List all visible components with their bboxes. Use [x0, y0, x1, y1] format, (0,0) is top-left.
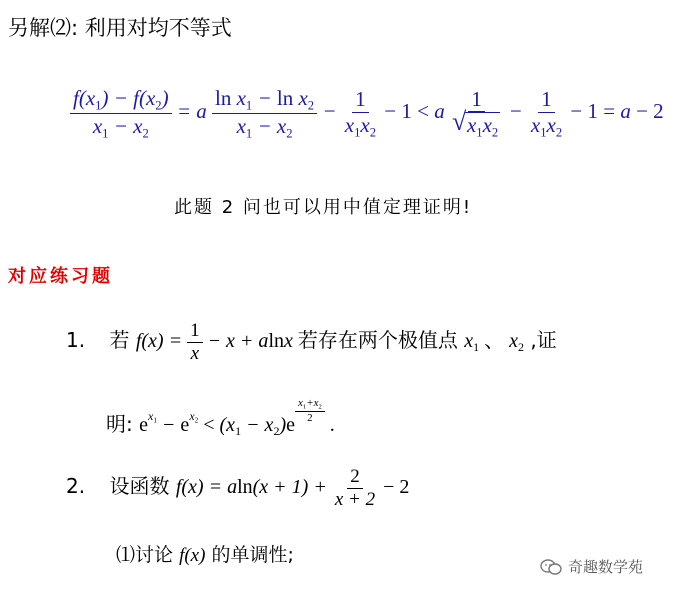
watermark-text: 奇趣数学苑 [568, 558, 644, 576]
problem-1-line2-lead: 明: [106, 412, 133, 436]
problem-2-number: 2. [66, 473, 86, 498]
heading: 另解⑵: 利用对均不等式 [8, 16, 232, 40]
problem-1-number: 1. [66, 327, 86, 352]
formula-term-1: $\frac{f(x_1) - f(x_2)}{x_1 - x_2}$ [70, 86, 172, 141]
problem-1-tail: ,证 [530, 327, 557, 352]
section-title: 对应练习题 [8, 266, 113, 287]
formula-term-4: 1 √ $x_1x_2$ [450, 87, 503, 140]
statement-text: 此题 2 问也可以用中值定理证明! [174, 197, 473, 218]
watermark [540, 556, 643, 577]
formula-term-3: $\frac{1}{x_1x_2}$ [344, 87, 377, 139]
problem-1-lead: 若 [109, 327, 130, 352]
problem-2-sub1-lead: ⑴讨论 [116, 544, 174, 566]
wechat-icon [540, 558, 562, 576]
problem-2-sub1-function: f(x) [179, 545, 206, 566]
problem-1-points: $x_1$ 、 $x_2$ [464, 327, 525, 355]
problem-2 [66, 466, 409, 511]
problem-2-function: f(x) = aln(x + 1) + $\frac{2}{x + 2}$ − 2 [175, 466, 410, 510]
formula-line: $\frac{f(x_1) - f(x_2)}{x_1 - x_2}$ = a $\frac{\ln x_1 - \ln x_2}{x_1 - x_2}$ − $\frac{1}{x_1x_2}$ − 1 < a 1 √ $x_1x_2$ − $\frac{1}{x_1x_2}$ − 1 = a − 2 [70, 86, 664, 141]
problem-1 [66, 320, 557, 365]
formula-term-5: $\frac{1}{x_1x_2}$ [530, 87, 563, 139]
problem-1-line2 [106, 397, 335, 439]
problem-1-function: f(x) = $\frac{1}{x}$ − x + alnx [135, 320, 298, 364]
problem-2-sub1 [116, 540, 294, 567]
problem-2-sub1-tail: 的单调性; [211, 544, 294, 566]
problem-2-lead: 设函数 [109, 473, 170, 498]
problem-1-inequality: $e^{x_1} - e^{x_2} < (x_1 - x_2)e$ $^{\frac{x_1+x_2}{2}}$ . [139, 397, 335, 439]
formula-term-2: $\frac{\ln x_1 - \ln x_2}{x_1 - x_2}$ [212, 86, 317, 141]
problem-1-mid: 若存在两个极值点 [297, 327, 458, 352]
